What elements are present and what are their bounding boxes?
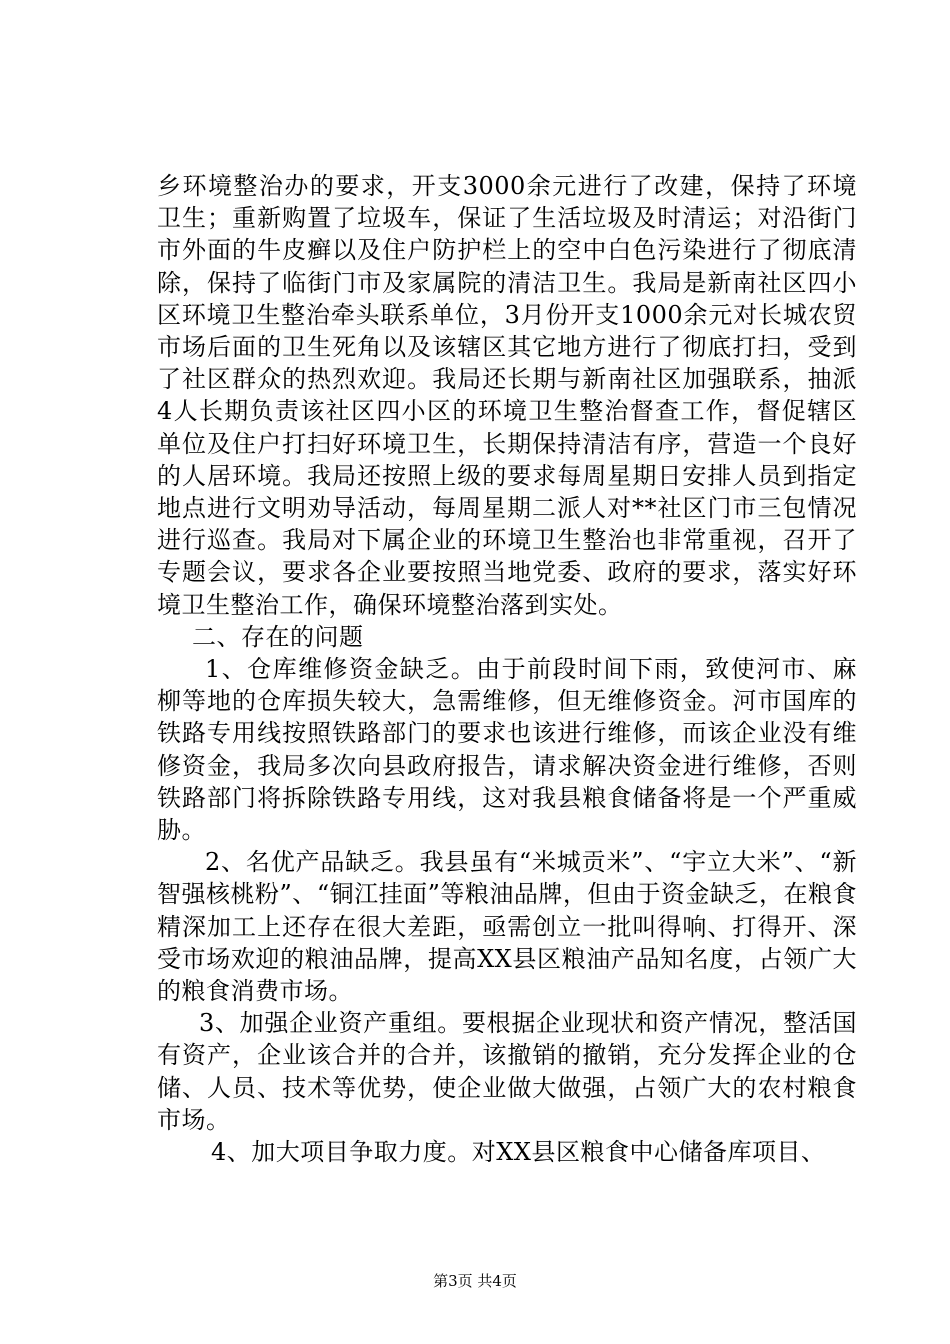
paragraph-problem-1: 1、仓库维修资金缺乏。由于前段时间下雨，致使河市、麻柳等地的仓库损失较大，急需维修，但无维修资金。河市国库的铁路专用线按照铁路部门的要求也该进行维修，而该企业没有维修资金，我局多次向县政府报告，请求解决资金进行维修，否则铁路部门将拆除铁路专用线，这对我县粮食储备将是一个严重威胁。 xyxy=(157,655,857,845)
section-heading-problems: 二、存在的问题 xyxy=(192,622,364,651)
document-body xyxy=(157,170,857,1168)
paragraph-problem-4: 4、加大项目争取力度。对XX县区粮食中心储备库项目、 xyxy=(211,1138,826,1167)
paragraph-environment-work: 乡环境整治办的要求，开支3000余元进行了改建，保持了环境卫生；重新购置了垃圾车，保证了生活垃圾及时清运；对沿街门市外面的牛皮癣以及住户防护栏上的空中白色污染进行了彻底清除，保持了临街门市及家属院的清洁卫生。我局是新南社区四小区环境卫生整治牵头联系单位，3月份开支1000余元对长城农贸市场后面的卫生死角以及该辖区其它地方进行了彻底打扫，受到了社区群众的热烈欢迎。我局还长期与新南社区加强联系，抽派4人长期负责该社区四小区的环境卫生整治督查工作，督促辖区单位及住户打扫好环境卫生，长期保持清洁有序，营造一个良好的人居环境。我局还按照上级的要求每周星期日安排人员到指定地点进行文明劝导活动，每周星期二派人对**社区门市三包情况进行巡查。我局对下属企业的环境卫生整治也非常重视，召开了专题会议，要求各企业要按照当地党委、政府的要求，落实好环境卫生整治工作，确保环境整治落到实处。 xyxy=(157,172,857,619)
page-footer: 第3页 共4页 xyxy=(433,1272,517,1290)
paragraph-problem-2: 2、名优产品缺乏。我县虽有“米城贡米”、“宇立大米”、“新智强核桃粉”、“铜江挂面”等粮油品牌，但由于资金缺乏，在粮食精深加工上还存在很大差距，亟需创立一批叫得响、打得开、深受市场欢迎的粮油品牌，提高XX县区粮油产品知名度，占领广大的粮食消费市场。 xyxy=(157,848,857,1006)
paragraph-problem-3: 3、加强企业资产重组。要根据企业现状和资产情况，整活国有资产，企业该合并的合并，该撤销的撤销，充分发挥企业的仓储、人员、技术等优势，使企业做大做强，占领广大的农村粮食市场。 xyxy=(157,1009,857,1134)
